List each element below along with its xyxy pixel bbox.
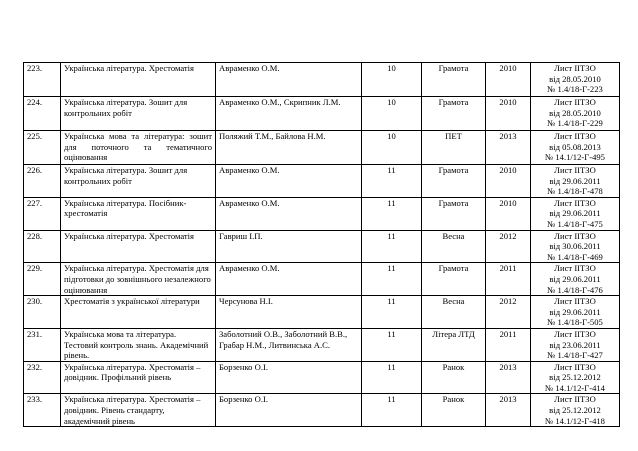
approval-number: № 14.1/12-Г-418 (545, 415, 605, 426)
approval-date: від 30.06.2011 (549, 241, 601, 252)
grade-cell: 10 (362, 131, 422, 165)
approval-date: від 05.08.2013 (549, 141, 601, 152)
table-row (24, 263, 620, 296)
approval-letter: Лист ІІТЗО (554, 63, 596, 73)
year-cell: 2013 (486, 131, 531, 165)
approval-letter: Лист ІІТЗО (554, 263, 596, 274)
authors-cell: Авраменко О.М. (216, 165, 362, 198)
table-row (24, 197, 620, 230)
approval-cell (531, 165, 620, 198)
title-cell: Українська мова та література. Тестовий контроль знань. Академічний рівень. (61, 328, 216, 361)
row-number-cell: 228. (24, 230, 61, 263)
year-cell: 2010 (486, 63, 531, 97)
authors-cell: Авраменко О.М. (216, 263, 362, 296)
row-number-cell: 227. (24, 197, 61, 230)
authors-cell: Черсунова Н.І. (216, 296, 362, 329)
table-row (24, 131, 620, 165)
approval-letter: Лист ІІТЗО (554, 165, 596, 175)
row-number-cell: 226. (24, 165, 61, 198)
approval-number: № 1.4/18-Г-229 (547, 118, 603, 129)
publisher-cell: Грамота (422, 263, 486, 296)
approval-cell (531, 197, 620, 230)
approval-date: від 28.05.2010 (549, 73, 601, 84)
year-cell: 2010 (486, 165, 531, 198)
approval-date: від 29.06.2011 (549, 175, 601, 186)
authors-cell: Гавриш І.П. (216, 230, 362, 263)
publisher-cell: Літера ЛТД (422, 328, 486, 361)
textbook-approval-table (23, 62, 620, 427)
approval-cell (531, 131, 620, 165)
approval-cell (531, 328, 620, 361)
publisher-cell: Ранок (422, 361, 486, 394)
row-number-cell: 224. (24, 97, 61, 131)
year-cell: 2010 (486, 197, 531, 230)
table-row (24, 394, 620, 427)
row-number-cell: 225. (24, 131, 61, 165)
title-cell: Українська література. Зошит для контрольних робіт (61, 97, 216, 131)
publisher-cell: Весна (422, 296, 486, 329)
approval-letter: Лист ІІТЗО (554, 328, 596, 339)
approval-number: № 1.4/18-Г-469 (547, 251, 603, 262)
approval-cell (531, 230, 620, 263)
title-cell: Українська література. Хрестоматія для підготовки до зовнішнього незалежного оцінювання (61, 263, 216, 296)
authors-cell: Борзенко О.І. (216, 394, 362, 427)
authors-cell: Поляжий Т.М., Байлова Н.М. (216, 131, 362, 165)
approval-cell (531, 394, 620, 427)
year-cell: 2011 (486, 263, 531, 296)
row-number-cell: 231. (24, 328, 61, 361)
grade-cell: 11 (362, 230, 422, 263)
year-cell: 2011 (486, 328, 531, 361)
approval-cell (531, 296, 620, 329)
approval-date: від 25.12.2012 (549, 405, 601, 416)
grade-cell: 10 (362, 97, 422, 131)
table-row (24, 296, 620, 329)
title-cell: Українська література. Хрестоматія – довідник. Рівень стандарту, академічний рівень (61, 394, 216, 427)
publisher-cell: Грамота (422, 63, 486, 97)
approval-date: від 23.06.2011 (549, 339, 601, 350)
grade-cell: 10 (362, 63, 422, 97)
grade-cell: 11 (362, 197, 422, 230)
approval-number: № 1.4/18-Г-427 (547, 350, 603, 361)
table-row (24, 361, 620, 394)
table-row (24, 165, 620, 198)
approval-number: № 14.1/12-Г-414 (545, 382, 605, 393)
title-cell: Хрестоматія з української літератури (61, 296, 216, 329)
approval-number: № 1.4/18-Г-223 (547, 84, 603, 95)
authors-cell: Борзенко О.І. (216, 361, 362, 394)
row-number-cell: 229. (24, 263, 61, 296)
approval-letter: Лист ІІТЗО (554, 230, 596, 241)
row-number-cell: 223. (24, 63, 61, 97)
table-row (24, 63, 620, 97)
row-number-cell: 230. (24, 296, 61, 329)
row-number-cell: 232. (24, 361, 61, 394)
table-row (24, 230, 620, 263)
approval-date: від 29.06.2011 (549, 208, 601, 219)
grade-cell: 11 (362, 394, 422, 427)
publisher-cell: Грамота (422, 197, 486, 230)
approval-letter: Лист ІІТЗО (554, 361, 596, 372)
publisher-cell: Весна (422, 230, 486, 263)
authors-cell: Авраменко О.М. (216, 63, 362, 97)
authors-cell: Заболотний О.В., Заболотний В.В., Грабар Н.М., Литвинська А.С. (216, 328, 362, 361)
row-number-cell: 233. (24, 394, 61, 427)
title-cell: Українська мова та література: зошит для поточного та тематичного оцінювання (61, 131, 216, 165)
publisher-cell: Грамота (422, 165, 486, 198)
approval-letter: Лист ІІТЗО (554, 131, 596, 141)
approval-cell (531, 263, 620, 296)
year-cell: 2012 (486, 296, 531, 329)
grade-cell: 11 (362, 263, 422, 296)
approval-date: від 29.06.2011 (549, 306, 601, 317)
table-body (24, 63, 620, 427)
title-cell: Українська література. Зошит для контрольних робіт (61, 165, 216, 198)
publisher-cell: Грамота (422, 97, 486, 131)
approval-letter: Лист ІІТЗО (554, 97, 596, 107)
year-cell: 2013 (486, 361, 531, 394)
grade-cell: 11 (362, 296, 422, 329)
approval-letter: Лист ІІТЗО (554, 197, 596, 208)
title-cell: Українська література. Посібник-хрестоматія (61, 197, 216, 230)
table-row (24, 97, 620, 131)
year-cell: 2010 (486, 97, 531, 131)
title-cell: Українська література. Хрестоматія – довідник. Профільний рівень (61, 361, 216, 394)
authors-cell: Авраменко О.М. (216, 197, 362, 230)
approval-number: № 1.4/18-Г-475 (547, 218, 603, 229)
publisher-cell: ПЕТ (422, 131, 486, 165)
approval-number: № 1.4/18-Г-505 (547, 317, 603, 328)
approval-number: № 1.4/18-Г-478 (547, 186, 603, 197)
title-cell: Українська література. Хрестоматія (61, 230, 216, 263)
approval-number: № 14.1/12-Г-495 (545, 152, 605, 163)
authors-cell: Авраменко О.М., Скрипник Л.М. (216, 97, 362, 131)
year-cell: 2013 (486, 394, 531, 427)
approval-cell (531, 97, 620, 131)
approval-number: № 1.4/18-Г-476 (547, 284, 603, 295)
title-cell: Українська література. Хрестоматія (61, 63, 216, 97)
approval-date: від 29.06.2011 (549, 273, 601, 284)
publisher-cell: Ранок (422, 394, 486, 427)
grade-cell: 11 (362, 328, 422, 361)
approval-letter: Лист ІІТЗО (554, 296, 596, 307)
grade-cell: 11 (362, 165, 422, 198)
approval-date: від 28.05.2010 (549, 107, 601, 118)
approval-cell (531, 63, 620, 97)
approval-cell (531, 361, 620, 394)
grade-cell: 11 (362, 361, 422, 394)
table-row (24, 328, 620, 361)
approval-date: від 25.12.2012 (549, 372, 601, 383)
approval-letter: Лист ІІТЗО (554, 394, 596, 405)
year-cell: 2012 (486, 230, 531, 263)
